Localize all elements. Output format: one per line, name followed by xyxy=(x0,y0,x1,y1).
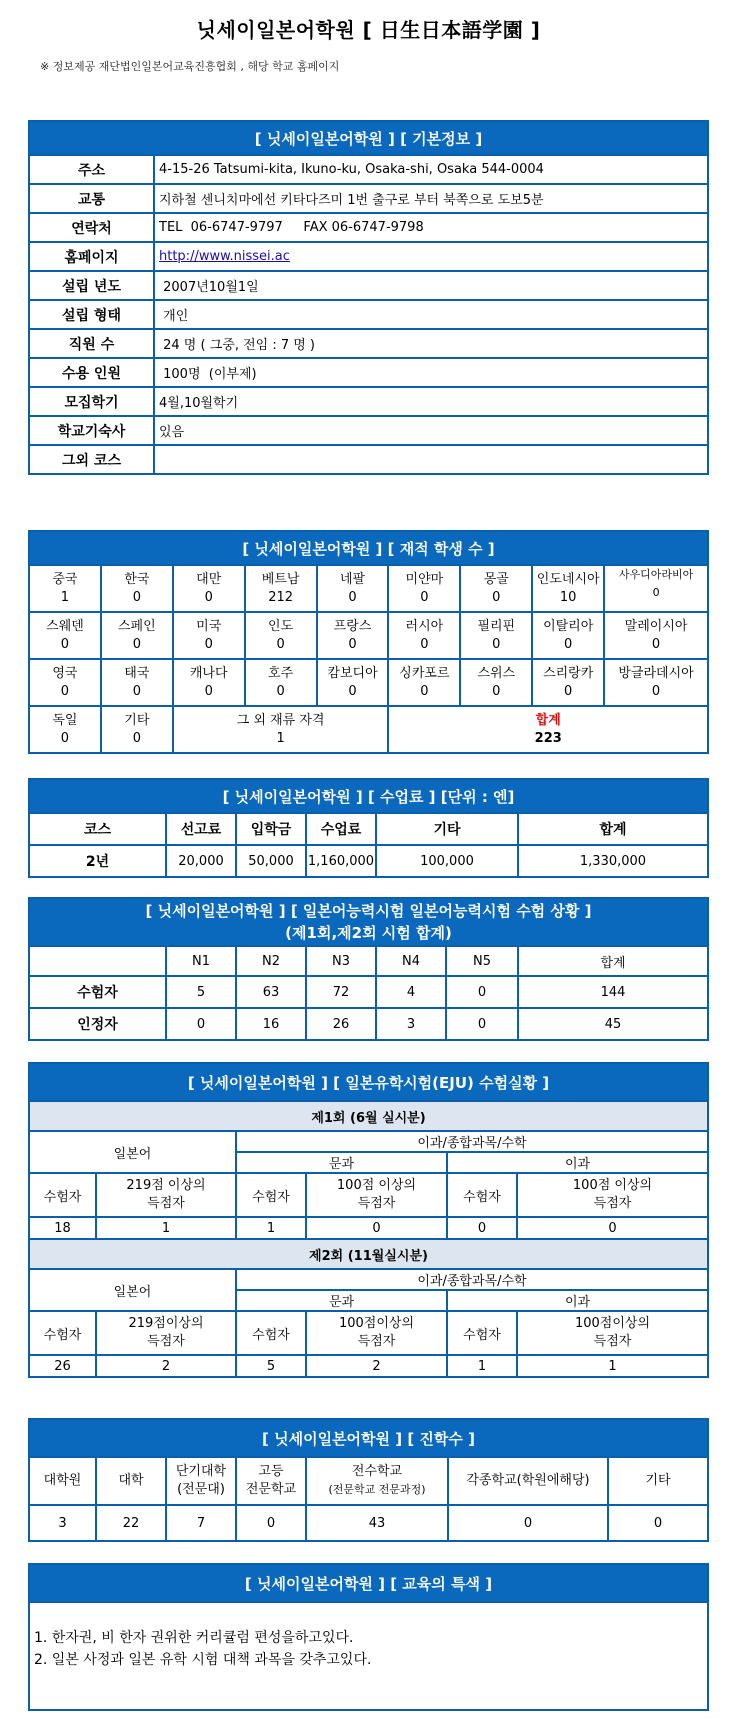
transport-label: 교통 xyxy=(29,184,154,213)
jlpt-cell: 45 xyxy=(518,1008,708,1040)
jlpt-cell: 26 xyxy=(306,1008,376,1040)
students-row-2 xyxy=(29,612,708,659)
address-value: 4-15-26 Tatsumi-kita, Ikuno-ku, Osaka-shi, Osaka 544-0004 xyxy=(154,155,708,184)
country-cell: 네팔 0 xyxy=(317,565,389,612)
eju-science-group-label: 이과/종합과목/수학 xyxy=(236,1131,708,1152)
country-cell: 이탈리아 0 xyxy=(532,612,604,659)
advance-header: [ 닛세이일본어학원 ] [ 진학수 ] xyxy=(29,1419,708,1457)
jlpt-cell: 5 xyxy=(166,976,236,1008)
advance-col: 대학원 xyxy=(29,1457,96,1505)
eju-examinees-label: 수험자 xyxy=(29,1311,96,1355)
advance-value: 7 xyxy=(166,1505,236,1541)
eju-japanese-label: 일본어 xyxy=(29,1131,236,1173)
country-cell: 베트남 212 xyxy=(245,565,317,612)
country-cell: 인도 0 xyxy=(245,612,317,659)
jlpt-cell: 0 xyxy=(166,1008,236,1040)
students-total-cell xyxy=(388,706,708,753)
eju-science-label: 이과 xyxy=(447,1152,708,1173)
features-body xyxy=(29,1602,708,1710)
eju-examinees-label: 수험자 xyxy=(447,1173,517,1217)
tuition-other: 100,000 xyxy=(376,845,518,877)
advance-value: 0 xyxy=(608,1505,708,1541)
eju-examinees-label: 수험자 xyxy=(236,1173,306,1217)
eju-examinees-label: 수험자 xyxy=(29,1173,96,1217)
jlpt-col-n5: N5 xyxy=(446,946,518,976)
type-label: 설립 형태 xyxy=(29,300,154,329)
country-cell: 캄보디아 0 xyxy=(317,659,389,706)
tuition-exam-fee: 20,000 xyxy=(166,845,236,877)
eju-humanities-label: 문과 xyxy=(236,1152,447,1173)
country-cell: 호주 0 xyxy=(245,659,317,706)
jlpt-table xyxy=(28,897,709,1041)
other-course-label: 그외 코스 xyxy=(29,445,154,474)
country-cell: 중국 1 xyxy=(29,565,101,612)
eju-value: 0 xyxy=(306,1217,447,1239)
advance-value: 3 xyxy=(29,1505,96,1541)
eju-sci-score-label: 100점이상의 득점자 xyxy=(517,1311,708,1355)
eju-table xyxy=(28,1062,709,1378)
advance-col: 고등 전문학교 xyxy=(236,1457,306,1505)
source-note: ※ 정보제공 재단법인일본어교육진흥협회 , 해당 학교 홈페이지 xyxy=(40,60,340,73)
advance-col: 대학 xyxy=(96,1457,166,1505)
dormitory-label: 학교기숙사 xyxy=(29,416,154,445)
advance-col: 기타 xyxy=(608,1457,708,1505)
tuition-total: 1,330,000 xyxy=(518,845,708,877)
tuition-col-admission: 입학금 xyxy=(236,813,306,845)
country-cell: 독일 0 xyxy=(29,706,101,753)
founded-label: 설립 년도 xyxy=(29,271,154,300)
staff-value: 24 명 ( 그중, 전임 : 7 명 ) xyxy=(154,329,708,358)
eju-value: 0 xyxy=(447,1217,517,1239)
advance-table xyxy=(28,1418,709,1542)
eju-session-2-title: 제2회 (11월실시분) xyxy=(29,1239,708,1269)
jlpt-cell: 63 xyxy=(236,976,306,1008)
tuition-col-exam-fee: 선고료 xyxy=(166,813,236,845)
eju-value: 2 xyxy=(306,1355,447,1377)
students-row-4 xyxy=(29,706,708,753)
eju-sci-score-label: 100점 이상의 득점자 xyxy=(517,1173,708,1217)
jlpt-cell: 16 xyxy=(236,1008,306,1040)
eju-hum-score-label: 100점이상의 득점자 xyxy=(306,1311,447,1355)
country-cell: 기타 0 xyxy=(101,706,173,753)
capacity-value: 100명 (이부제) xyxy=(154,358,708,387)
jlpt-header: [ 닛세이일본어학원 ] [ 일본어능력시험 일본어능력시험 수험 상황 ] (제1회,제2회 시험 합계) xyxy=(29,898,708,946)
feature-line: 2. 일본 사정과 일본 유학 시험 대책 과목을 갖추고있다. xyxy=(34,1652,372,1668)
country-cell: 몽골 0 xyxy=(460,565,532,612)
country-cell: 태국 0 xyxy=(101,659,173,706)
contact-label: 연락처 xyxy=(29,213,154,242)
eju-value: 1 xyxy=(96,1217,236,1239)
country-cell: 필리핀 0 xyxy=(460,612,532,659)
features-header: [ 닛세이일본어학원 ] [ 교육의 특색 ] xyxy=(29,1564,708,1602)
tuition-col-other: 기타 xyxy=(376,813,518,845)
advance-value: 0 xyxy=(236,1505,306,1541)
features-table xyxy=(28,1563,709,1711)
eju-examinees-label: 수험자 xyxy=(236,1311,306,1355)
country-cell: 러시아 0 xyxy=(388,612,460,659)
students-row-3 xyxy=(29,659,708,706)
jlpt-col-blank xyxy=(29,946,166,976)
eju-value: 1 xyxy=(236,1217,306,1239)
country-cell: 대만 0 xyxy=(173,565,245,612)
eju-value: 1 xyxy=(447,1355,517,1377)
jlpt-cell: 0 xyxy=(446,976,518,1008)
tuition-col-course: 코스 xyxy=(29,813,166,845)
students-table xyxy=(28,530,709,754)
jlpt-col-n1: N1 xyxy=(166,946,236,976)
students-row-1 xyxy=(29,565,708,612)
staff-label: 직원 수 xyxy=(29,329,154,358)
eju-header: [ 닛세이일본어학원 ] [ 일본유학시험(EJU) 수험실황 ] xyxy=(29,1063,708,1101)
country-cell: 인도네시아 10 xyxy=(532,565,604,612)
capacity-label: 수용 인원 xyxy=(29,358,154,387)
country-cell: 미국 0 xyxy=(173,612,245,659)
eju-value: 5 xyxy=(236,1355,306,1377)
contact-value: TEL 06-6747-9797 FAX 06-6747-9798 xyxy=(154,213,708,242)
tuition-course: 2년 xyxy=(29,845,166,877)
page-title: 닛세이일본어학원 [ 日生日本語学園 ] xyxy=(196,18,541,42)
dormitory-value: 있음 xyxy=(154,416,708,445)
type-value: 개인 xyxy=(154,300,708,329)
eju-session-1-title: 제1회 (6월 실시분) xyxy=(29,1101,708,1131)
homepage-link[interactable]: http://www.nissei.ac xyxy=(159,249,290,264)
eju-japanese-label: 일본어 xyxy=(29,1269,236,1311)
tuition-admission: 50,000 xyxy=(236,845,306,877)
country-cell: 한국 0 xyxy=(101,565,173,612)
transport-value: 지하철 센니치마에선 키타다즈미 1번 출구로 부터 북쪽으로 도보5분 xyxy=(154,184,708,213)
advance-value: 0 xyxy=(448,1505,608,1541)
feature-line: 1. 한자권, 비 한자 권위한 커리큘럼 편성을하고있다. xyxy=(34,1630,354,1646)
total-label: 합계 xyxy=(535,712,561,728)
jlpt-col-n3: N3 xyxy=(306,946,376,976)
country-cell: 영국 0 xyxy=(29,659,101,706)
country-cell: 스위스 0 xyxy=(460,659,532,706)
jlpt-col-total: 합계 xyxy=(518,946,708,976)
eju-value: 0 xyxy=(517,1217,708,1239)
intake-value: 4월,10월학기 xyxy=(154,387,708,416)
students-header: [ 닛세이일본어학원 ] [ 재적 학생 수 ] xyxy=(29,531,708,565)
eju-value: 1 xyxy=(517,1355,708,1377)
basic-info-table xyxy=(28,120,709,475)
eju-humanities-label: 문과 xyxy=(236,1290,447,1311)
eju-jp-score-label: 219점 이상의 득점자 xyxy=(96,1173,236,1217)
jlpt-cell: 144 xyxy=(518,976,708,1008)
jlpt-cell: 0 xyxy=(446,1008,518,1040)
jlpt-cell: 3 xyxy=(376,1008,446,1040)
homepage-label: 홈페이지 xyxy=(29,242,154,271)
country-cell: 방글라데시아 0 xyxy=(604,659,708,706)
country-cell: 스리랑카 0 xyxy=(532,659,604,706)
jlpt-col-n2: N2 xyxy=(236,946,306,976)
eju-science-label: 이과 xyxy=(447,1290,708,1311)
other-status-cell: 그 외 재류 자격 1 xyxy=(173,706,389,753)
eju-value: 26 xyxy=(29,1355,96,1377)
founded-value: 2007년10월1일 xyxy=(154,271,708,300)
tuition-col-tuition: 수업료 xyxy=(306,813,376,845)
total-value: 223 xyxy=(534,730,562,746)
advance-value: 43 xyxy=(306,1505,448,1541)
country-cell: 미얀마 0 xyxy=(388,565,460,612)
jlpt-cell: 4 xyxy=(376,976,446,1008)
country-cell: 스웨덴 0 xyxy=(29,612,101,659)
advance-col: 단기대학 (전문대) xyxy=(166,1457,236,1505)
tuition-table xyxy=(28,778,709,878)
eju-hum-score-label: 100점 이상의 득점자 xyxy=(306,1173,447,1217)
country-cell: 말레이시아 0 xyxy=(604,612,708,659)
eju-value: 2 xyxy=(96,1355,236,1377)
tuition-col-total: 합계 xyxy=(518,813,708,845)
advance-col: 각종학교(학원에해당) xyxy=(448,1457,608,1505)
tuition-header: [ 닛세이일본어학원 ] [ 수업료 ] [단위 : 엔] xyxy=(29,779,708,813)
intake-label: 모집학기 xyxy=(29,387,154,416)
jlpt-cell: 72 xyxy=(306,976,376,1008)
eju-examinees-label: 수험자 xyxy=(447,1311,517,1355)
eju-science-group-label: 이과/종합과목/수학 xyxy=(236,1269,708,1290)
country-cell: 스페인 0 xyxy=(101,612,173,659)
basic-info-header: [ 닛세이일본어학원 ] [ 기본정보 ] xyxy=(29,121,708,155)
country-cell: 프랑스 0 xyxy=(317,612,389,659)
country-cell: 사우디아라비아 0 xyxy=(604,565,708,612)
jlpt-col-n4: N4 xyxy=(376,946,446,976)
country-cell: 캐나다 0 xyxy=(173,659,245,706)
advance-value: 22 xyxy=(96,1505,166,1541)
eju-value: 18 xyxy=(29,1217,96,1239)
advance-col: 전수학교 (전문학교 전문과정) xyxy=(306,1457,448,1505)
jlpt-row-label: 인정자 xyxy=(29,1008,166,1040)
country-cell: 싱카포르 0 xyxy=(388,659,460,706)
jlpt-row-label: 수험자 xyxy=(29,976,166,1008)
tuition-tuition: 1,160,000 xyxy=(306,845,376,877)
other-course-value xyxy=(154,445,708,474)
eju-jp-score-label: 219점이상의 득점자 xyxy=(96,1311,236,1355)
address-label: 주소 xyxy=(29,155,154,184)
